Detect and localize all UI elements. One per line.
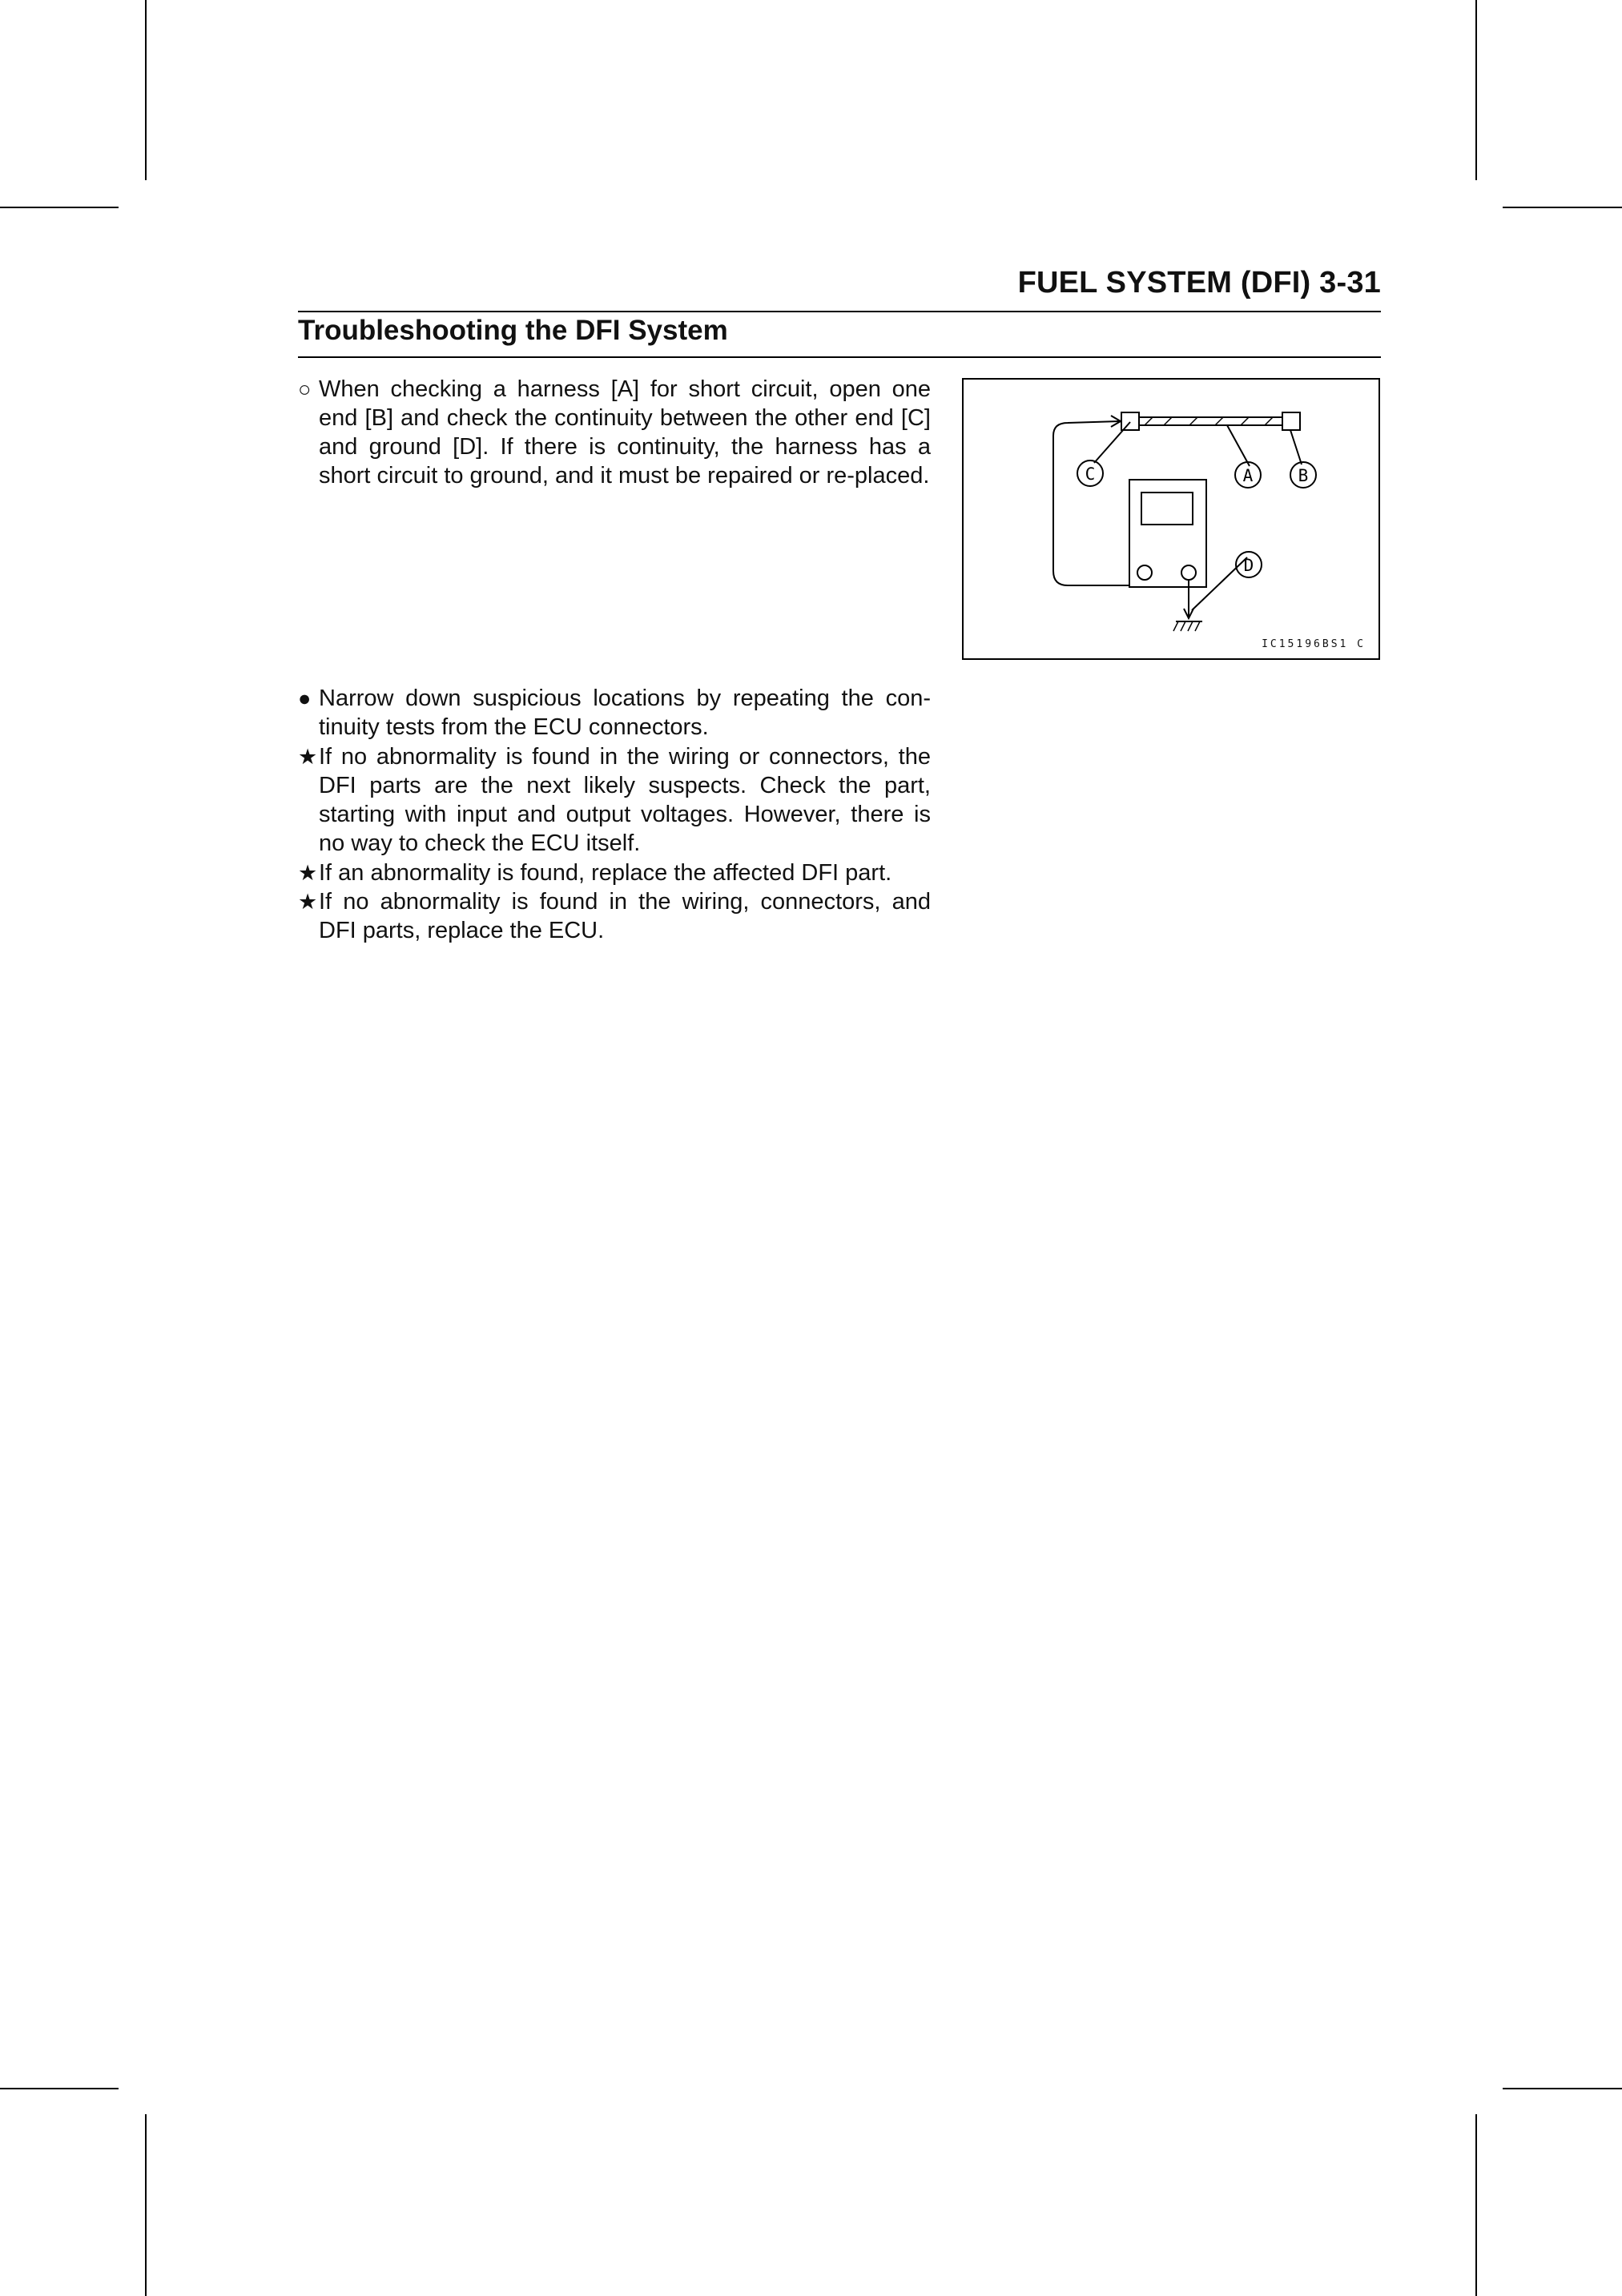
section-title: Troubleshooting the DFI System [298, 315, 728, 346]
paragraph-replace-part [298, 858, 931, 887]
crop-mark [0, 2088, 119, 2089]
tester-terminal [1137, 565, 1152, 580]
crop-mark [145, 0, 147, 180]
star-marker: ★ [298, 861, 318, 885]
leader-line [1227, 425, 1250, 466]
paragraph-narrow-down [298, 684, 931, 742]
section-rule [298, 356, 1381, 358]
ground-hatching [1173, 621, 1200, 631]
note-marker: ○ [298, 377, 312, 401]
crop-mark [1475, 2114, 1477, 2296]
paragraph-text: When checking a harness [A] for short circuit, open one end [B] and check the continuity between the other end [C] and ground [D]. If there is continuity, the harness has a short circuit to ground, and it must be repaired or re-placed. [319, 376, 931, 489]
paragraph-text: If no abnormality is found in the wiring or connectors, the DFI parts are the next likely suspects. Check the part, starting with input and output voltages. However, there is no way to check the ECU itself. [319, 744, 931, 856]
running-title: FUEL SYSTEM (DFI) 3-31 [1017, 266, 1381, 300]
leader-line [1192, 557, 1247, 610]
probe-lead [1053, 421, 1129, 585]
bullet-marker: ● [298, 686, 312, 710]
leader-line [1094, 422, 1130, 463]
paragraph-text: Narrow down suspicious locations by repeating the con-tinuity tests from the ECU connectors. [319, 686, 931, 740]
harness-hatching [1145, 417, 1273, 425]
callout-label-a: A [1242, 466, 1254, 485]
crop-mark [0, 207, 119, 208]
paragraph-dfi-parts [298, 742, 931, 858]
connector-end-c [1121, 412, 1139, 430]
connector-end-b [1282, 412, 1300, 430]
diagram-svg [964, 380, 1378, 658]
callout-label-d: D [1243, 556, 1254, 575]
tester-display [1141, 493, 1193, 525]
crop-mark [1503, 207, 1622, 208]
harness-short-circuit-diagram [962, 378, 1380, 660]
star-marker: ★ [298, 890, 318, 914]
figure-code: IC15196BS1 C [1262, 638, 1366, 650]
running-header [298, 264, 1381, 312]
star-marker: ★ [298, 745, 318, 769]
tester-terminal [1181, 565, 1196, 580]
crop-mark [145, 2114, 147, 2296]
leader-line [1290, 430, 1302, 464]
crop-mark [1475, 0, 1477, 180]
callout-label-c: C [1085, 464, 1096, 484]
crop-mark [1503, 2088, 1622, 2089]
paragraph-replace-ecu [298, 887, 931, 945]
paragraph-text: If no abnormality is found in the wiring, connectors, and DFI parts, replace the ECU. [319, 889, 931, 943]
callout-label-b: B [1298, 466, 1309, 485]
header-rule [298, 311, 1381, 312]
paragraph-text: If an abnormality is found, replace the affected DFI part. [319, 860, 892, 886]
paragraph-harness-check [298, 375, 931, 490]
